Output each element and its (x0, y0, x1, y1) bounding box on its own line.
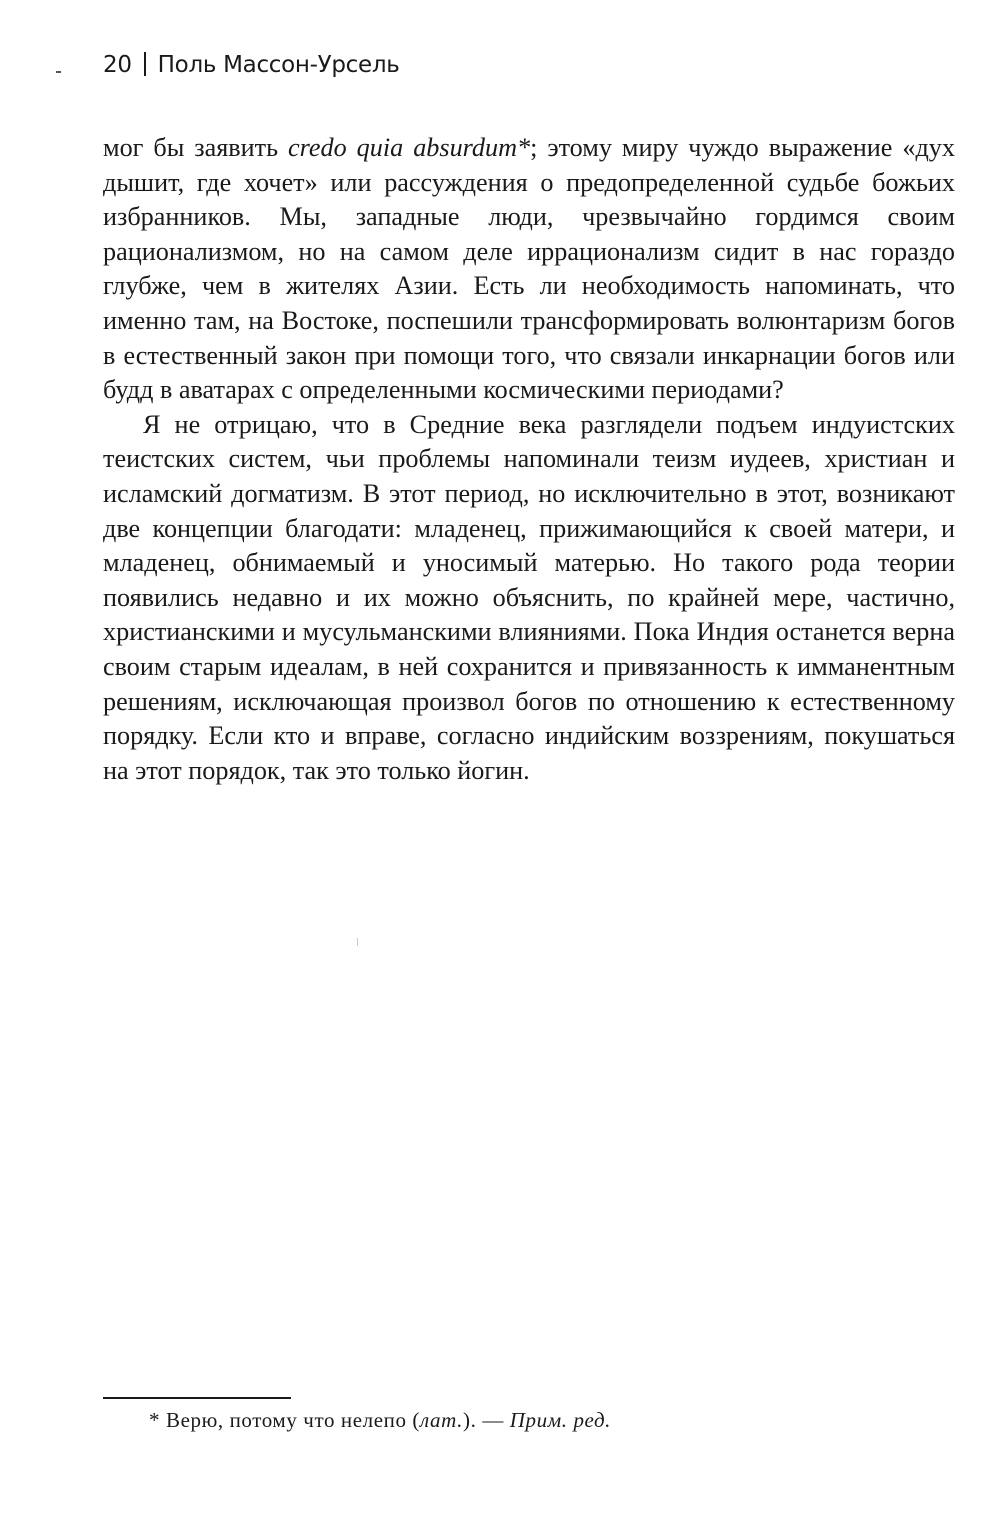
footnote-editor-note: Прим. ред. (509, 1408, 612, 1432)
paragraph-1 (103, 131, 955, 408)
margin-mark (56, 71, 61, 73)
footnote-rule (103, 1397, 291, 1399)
footnote-language: лат. (420, 1408, 464, 1432)
latin-phrase: credo quia absurdum* (288, 133, 531, 162)
running-head-author: Поль Массон-Урсель (157, 52, 400, 78)
paragraph-2: Я не отрицаю, что в Средние века разглядели подъем индуистских теистских систем, чьи проблемы напоминали теизм иудеев, христиан и исламский догматизм. В этот период, но исключительно в этот, возникают две концепции благодати: младенец, прижимающийся к своей матери, и младенец, обнимаемый и уносимый матерью. Но такого рода теории появились недавно и их можно объяснить, по крайней мере, частично, христианскими и мусульманскими влияниями. Пока Индия останется верна своим старым идеалам, в ней сохранится и привязанность к имманентным решениям, исключающая произвол богов по отношению к естественному порядку. Если кто и вправе, согласно индийским воззрениям, покушаться на этот порядок, так это только йогин. (103, 409, 955, 785)
page-number: 20 (103, 52, 132, 78)
footnote-marker: * (149, 1408, 161, 1432)
paragraph-1-start: мог бы заявить (103, 133, 289, 162)
footnote-close: ). — (463, 1408, 510, 1432)
main-text (103, 131, 955, 788)
footnote-text: Верю, потому что нелепо ( (160, 1408, 421, 1432)
running-head (103, 52, 400, 78)
paragraph-1-rest: ; этому миру чуждо выражение «дух дышит, где хочет» или рассуждения о предопределенной судьбе божьих избранников. Мы, западные люди, чрезвычайно гордимся своим рационализмом, но на самом деле иррационализм сидит в нас гораздо глубже, чем в жителях Азии. Есть ли необходимость напоминать, что именно там, на Востоке, поспешили трансформировать волюнтаризм богов в естественный закон при помощи того, что связали инкарнации богов или будд в аватарах с определенными космическими периодами? (103, 133, 955, 405)
footnote (149, 1408, 611, 1433)
header-separator (144, 52, 146, 76)
scan-speck (357, 938, 358, 946)
